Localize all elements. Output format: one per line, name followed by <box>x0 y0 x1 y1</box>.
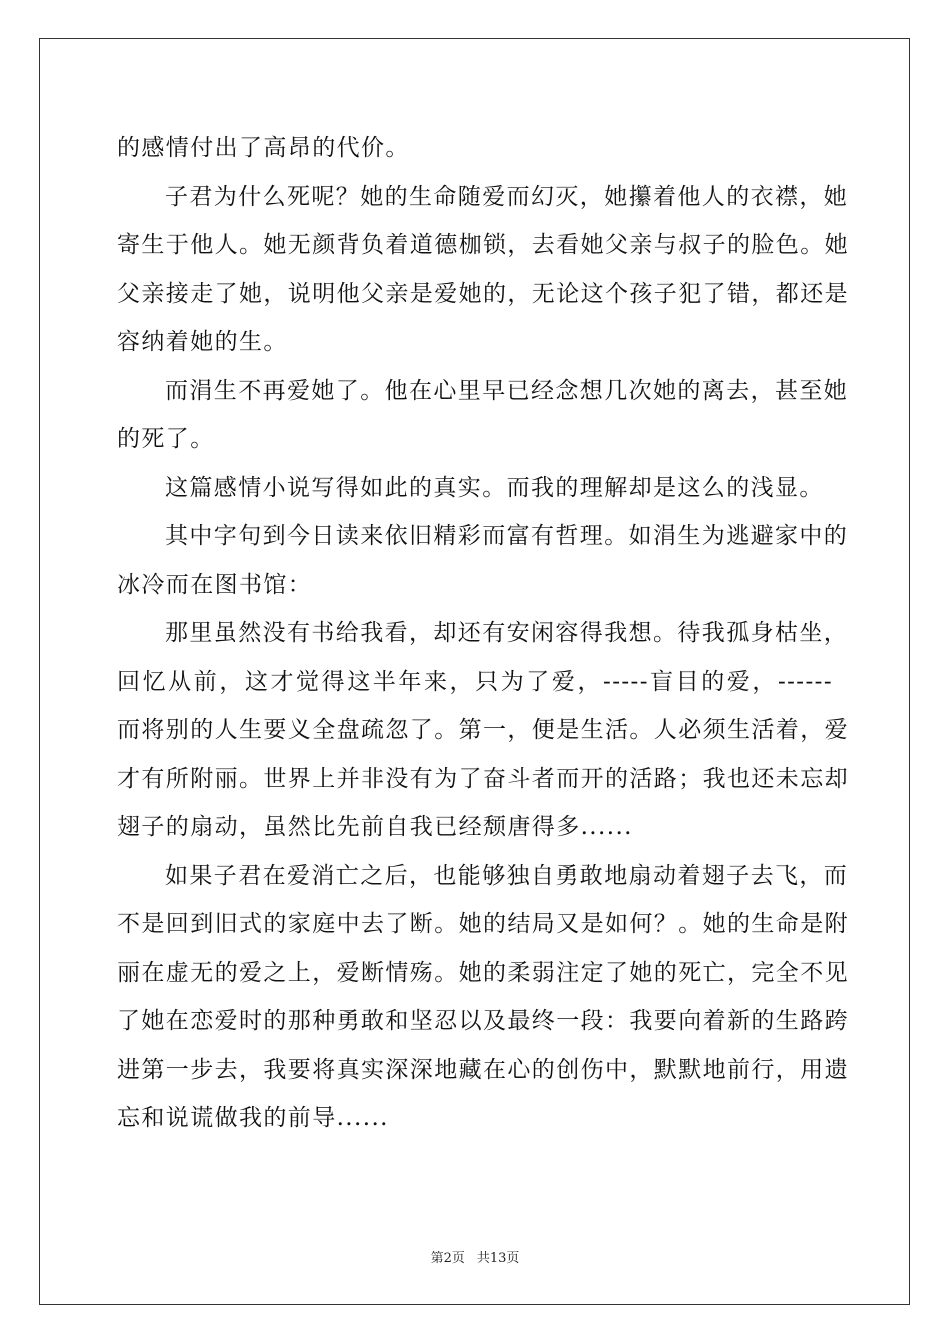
text-line: 寄生于他人。她无颜背负着道德枷锁，去看她父亲与叔子的脸色。她 <box>117 232 849 258</box>
text-line: 不是回到旧式的家庭中去了断。她的结局又是如何？。她的生命是附 <box>117 911 849 937</box>
text-line: 忘和说谎做我的前导...... <box>117 1105 389 1131</box>
text-line: 冰冷而在图书馆： <box>117 571 313 598</box>
document-body <box>117 124 849 1143</box>
page-total: 共13页 <box>476 1251 520 1266</box>
text-line: 如果子君在爱消亡之后，也能够独自勇敢地扇动着翅子去飞，而 <box>165 862 849 889</box>
text-line: 才有所附丽。世界上并非没有为了奋斗者而开的活路；我也还未忘却 <box>117 765 849 792</box>
text-line: 其中字句到今日读来依旧精彩而富有哲理。如涓生为逃避家中的 <box>165 523 849 549</box>
text-line: 了她在恋爱时的那种勇敢和坚忍以及最终一段：我要向着新的生路跨 <box>117 1008 849 1034</box>
text-line: 那里虽然没有书给我看，却还有安闲容得我想。待我孤身枯坐， <box>165 620 849 646</box>
text-line: 翅子的扇动，虽然比先前自我已经颓唐得多...... <box>117 814 633 840</box>
page-number: 第2页 <box>430 1251 465 1266</box>
text-line: 子君为什么死呢？她的生命随爱而幻灭，她攥着他人的衣襟，她 <box>165 183 849 210</box>
text-line: 这篇感情小说写得如此的真实。而我的理解却是这么的浅显。 <box>165 474 824 501</box>
text-line: 的感情付出了高昂的代价。 <box>117 135 410 161</box>
text-line: 容纳着她的生。 <box>117 329 288 355</box>
text-line: 回忆从前，这才觉得这半年来，只为了爱，-----盲目的爱，------ <box>117 668 833 695</box>
page-footer <box>0 1247 950 1266</box>
text-line: 丽在虚无的爱之上，爱断情殇。她的柔弱注定了她的死亡，完全不见 <box>117 959 849 986</box>
text-line: 而将别的人生要义全盘疏忽了。第一，便是生活。人必须生活着，爱 <box>117 717 849 743</box>
text-line: 父亲接走了她，说明他父亲是爱她的，无论这个孩子犯了错，都还是 <box>117 280 849 307</box>
text-line: 而涓生不再爱她了。他在心里早已经念想几次她的离去，甚至她 <box>165 377 849 404</box>
text-line: 进第一步去，我要将真实深深地藏在心的创伤中，默默地前行，用遗 <box>117 1056 849 1083</box>
text-line: 的死了。 <box>117 426 215 452</box>
